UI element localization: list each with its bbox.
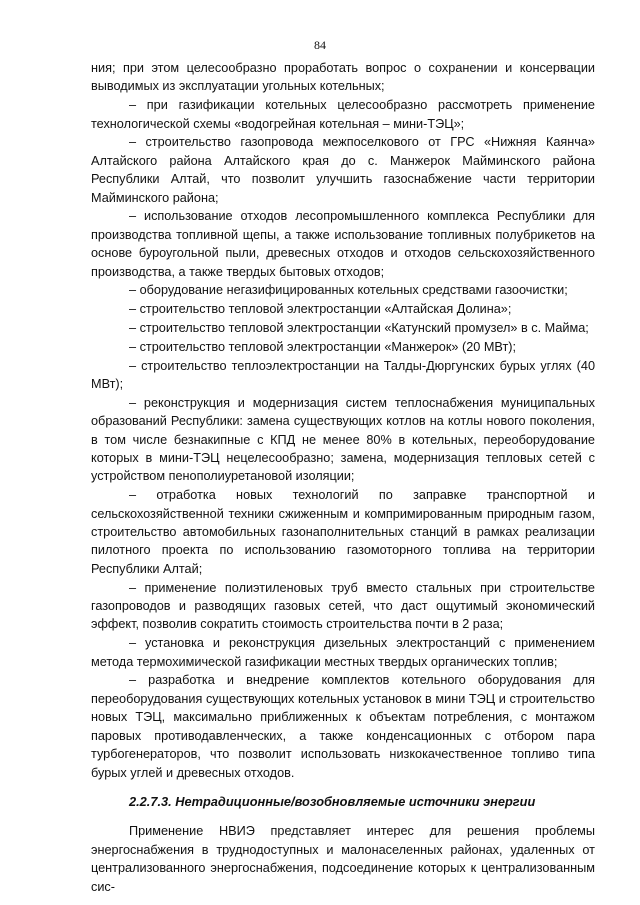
page-content — [91, 59, 595, 896]
list-item: – установка и реконструкция дизельных электростанций с применением метода термохимической газификации местных твердых органических топлив; — [91, 636, 595, 669]
list-item: – использование отходов лесопромышленного комплекса Республики для производства топливной щепы, а также использование топливных полубрикетов на основе буроугольной пыли, древесных отходов и отходов сельскохозяйственного производства, а также твердых бытовых отходов; — [91, 209, 595, 279]
list-item: – реконструкция и модернизация систем теплоснабжения муниципальных образований Республики: замена существующих котлов на котлы нового поколения, в том числе безнакипные с КПД не менее 80% в котельных, переоборудование которых в мини-ТЭЦ нецелесообразно; замена, модернизация тепловых сетей с устройством пенополиуретановой изоляции; — [91, 395, 595, 484]
list-item: – применение полиэтиленовых труб вместо стальных при строительстве газопроводов и разводящих газовых сетей, что даст ощутимый экономический эффект, позволив сократить стоимость строительства почти в 2 раза; — [91, 580, 595, 632]
section-heading: 2.2.7.3. Нетрадиционные/возобновляемые источники энергии — [129, 793, 536, 809]
body-paragraph: Применение НВИЭ представляет интерес для решения проблемы энергоснабжения в труднодоступных и малонаселенных районах, удаленных от централизованного энергоснабжения, подсоединение которых к централизованным сис- — [91, 824, 595, 894]
list-item: – отработка новых технологий по заправке транспортной и сельскохозяйственной техники сжиженным и компримированным природным газом, строительство автомобильных газонаполнительных станций в рамках реализации пилотного проекта по использованию газомоторного топлива на территории Республики Алтай; — [91, 488, 595, 576]
paragraph-continuation: ния; при этом целесообразно проработать вопрос о сохранении и консервации выводимых из эксплуатации угольных котельных; — [91, 61, 595, 94]
list-item: – оборудование негазифицированных котельных средствами газоочистки; — [129, 283, 568, 298]
list-item: – разработка и внедрение комплектов котельного оборудования для переоборудования существующих котельных установок в мини ТЭЦ и строительство новых ТЭЦ, максимально приближенных к объектам потребления, с монтажом паровых противодавленческих, а также конденсационных с отбором пара турбогенераторов, что позволит использовать низкокачественное топливо типа бурых углей и древесных отходов. — [91, 673, 595, 780]
list-item: – при газификации котельных целесообразно рассмотреть применение технологической схемы «водогрейная котельная – мини-ТЭЦ»; — [91, 98, 595, 131]
list-item: – строительство газопровода межпоселкового от ГРС «Нижняя Каянча» Алтайского района Алтайского края до с. Манжерок Майминского района Республики Алтай, что позволит улучшить газоснабжение части территории Майминского района; — [91, 135, 595, 205]
list-item: – строительство теплоэлектростанции на Талды-Дюргунских бурых углях (40 МВт); — [91, 358, 595, 392]
list-item: – строительство тепловой электростанции «Манжерок» (20 МВт); — [129, 339, 517, 354]
page-number: 84 — [314, 38, 326, 52]
list-item: – строительство тепловой электростанции «Катунский промузел» в с. Майма; — [129, 321, 589, 336]
list-item: – строительство тепловой электростанции «Алтайская Долина»; — [129, 302, 512, 317]
